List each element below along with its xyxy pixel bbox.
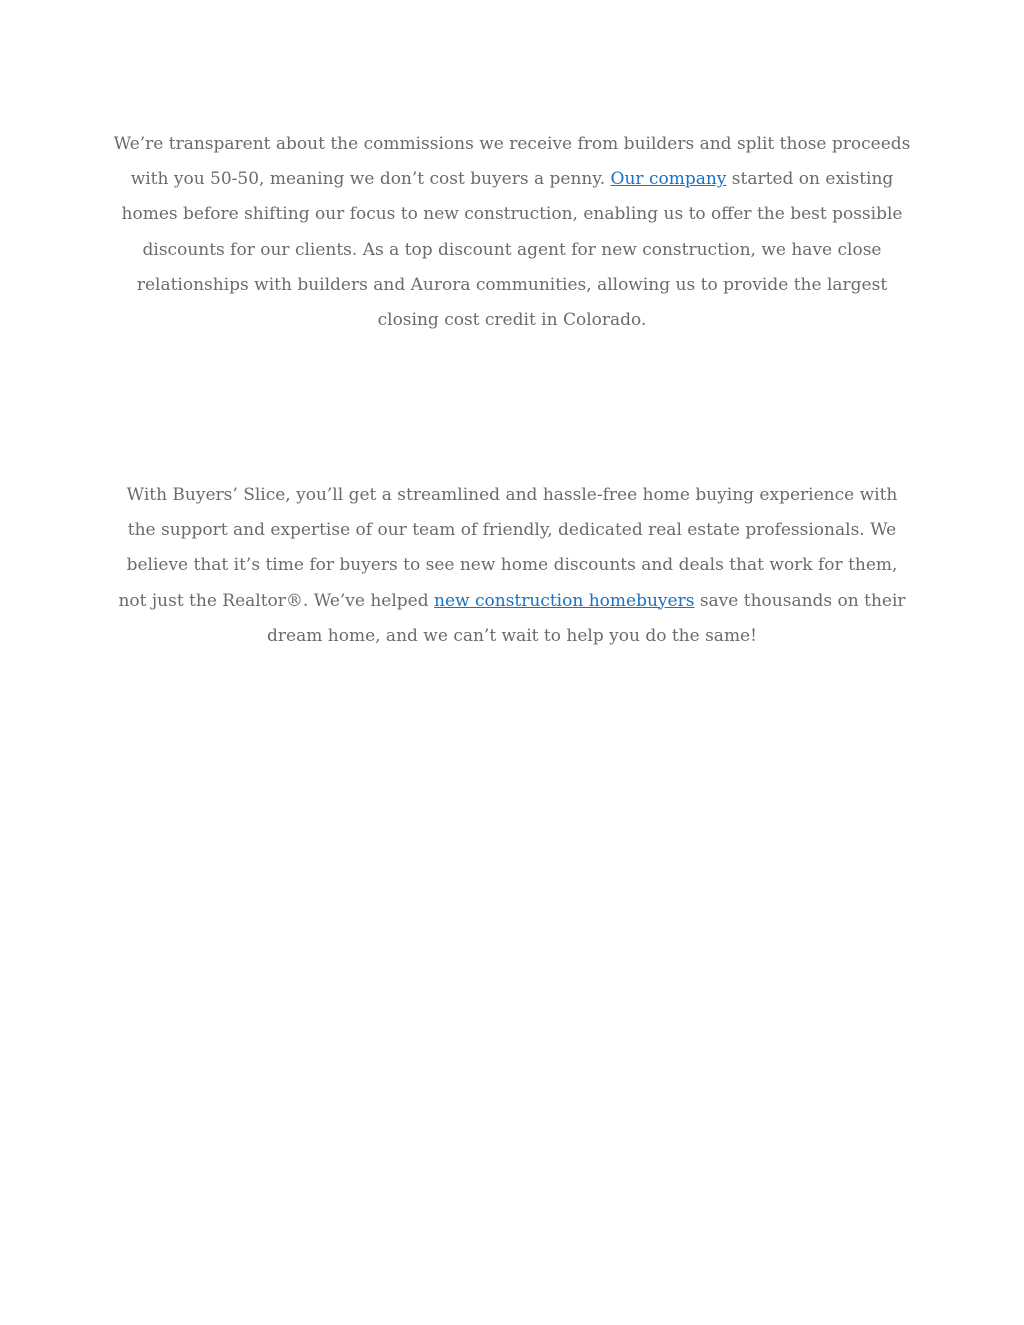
paragraph-1-text-after: started on existing homes before shifting our focus to new construction, enabling us to offer the best possible discounts for our clients. As a top discount agent for new construction, we have close relationships with builders and Aurora communities, allowing us to provide the largest closing cost credit in Colorado. <box>121 169 903 331</box>
paragraph-2-text-after: save thousands on their dream home, and we can’t wait to help you do the same! <box>267 590 906 646</box>
paragraph-2-text-before: With Buyers’ Slice, you’ll get a streamlined and hassle-free home buying experience with the support and expertise of our team of friendly, dedicated real estate professionals. We believe that it’s time for buyers to see new home discounts and deals that work for them, not just the Realtor®. We’ve helped <box>118 485 898 611</box>
paragraph-buyers-slice <box>112 478 912 654</box>
paragraph-commissions <box>112 127 912 338</box>
new-construction-homebuyers-link[interactable]: new construction homebuyers <box>434 590 695 611</box>
our-company-link[interactable]: Our company <box>610 169 727 190</box>
paragraph-1-text-before: We’re transparent about the commissions we receive from builders and split those proceeds with you 50-50, meaning we don’t cost buyers a penny. <box>113 134 911 190</box>
